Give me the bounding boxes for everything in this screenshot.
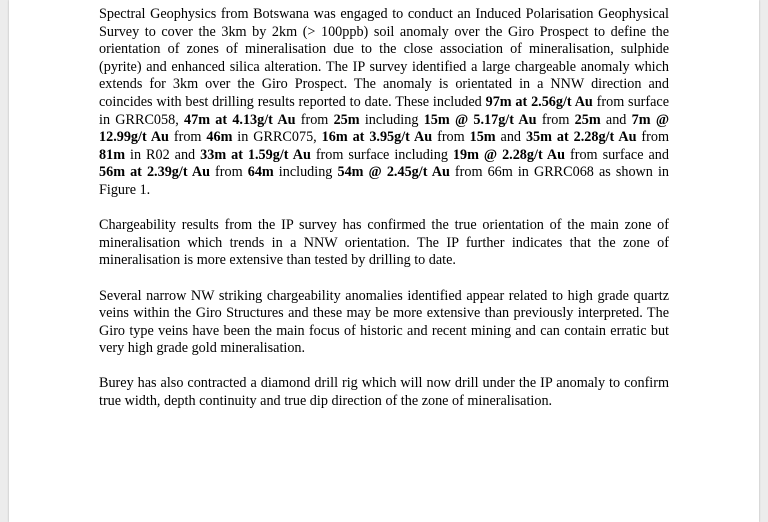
bold-result: 19m @ 2.28g/t Au [452, 146, 566, 163]
bold-result: 54m @ 2.45g/t Au [337, 164, 450, 181]
bold-result: 15m @ 5.17g/t Au [423, 111, 537, 128]
bold-result: 33m at 1.59g/t Au [200, 146, 311, 163]
text-run: including [273, 164, 338, 181]
bold-result: 15m [469, 129, 496, 146]
bold-result: 16m at 3.95g/t Au [321, 129, 433, 146]
text-run: from [168, 129, 207, 146]
paragraph-4 [99, 375, 669, 410]
text-run: from [209, 164, 248, 181]
text-run: Spectral Geophysics from Botswana was engaged to conduct an Induced Polarisation Geophysical Survey to cover the 3km by 2km (> 100ppb) soil anomaly over the Giro Prospect to define the orientation of zones of mineralisation due to the close association of mineralisation, sulphide (pyrite) and enhanced silica alteration. The IP survey identified a large chargeable anomaly which extends for 3km over the Giro Prospect. The anomaly is orientated in a NNW direction and coincides with best drilling results reported to date. These included [99, 6, 669, 110]
text-run: from 66m in GRRC068 as shown in Figure 1. [99, 164, 670, 198]
bold-result: 46m [206, 129, 233, 146]
bold-result: 97m at 2.56g/t Au [485, 93, 593, 110]
paragraph-1 [99, 6, 669, 200]
paragraph-2 [99, 217, 669, 270]
document-page [9, 0, 759, 522]
bold-result: 56m at 2.39g/t Au [99, 164, 210, 181]
bold-result: 64m [247, 164, 274, 181]
text-run: from [636, 129, 669, 146]
document-body [99, 6, 669, 428]
text-run: from surface including [310, 146, 453, 163]
text-run: in R02 and [125, 146, 201, 163]
bold-result: 47m at 4.13g/t Au [184, 111, 296, 128]
bold-result: 7m @ 12.99g/t Au [99, 111, 670, 146]
bold-result: 25m [574, 111, 601, 128]
paragraph-3 [99, 288, 669, 358]
text-run: Burey has also contracted a diamond drill rig which will now drill under the IP anomaly to confirm true width, depth continuity and true dip direction of the zone of mineralisation. [99, 375, 669, 410]
text-run: from surface and [565, 146, 669, 163]
bold-result: 35m at 2.28g/t Au [525, 129, 637, 146]
bold-result: 81m [99, 146, 126, 163]
text-run: from [295, 111, 334, 128]
text-run: from [536, 111, 575, 128]
text-run: in GRRC075, [232, 129, 322, 146]
text-run: from surface in GRRC058, [99, 93, 669, 128]
text-run: and [495, 129, 526, 146]
text-run: from [432, 129, 470, 146]
text-run: Chargeability results from the IP survey has confirmed the true orientation of the main zone of mineralisation which trends in a NNW orientation. The IP further indicates that the zone of mineralisation is more extensive than tested by drilling to date. [99, 217, 669, 269]
bold-result: 25m [333, 111, 360, 128]
text-run: and [600, 111, 632, 128]
text-run: including [359, 111, 424, 128]
text-run: Several narrow NW striking chargeability anomalies identified appear related to high grade quartz veins within the Giro Structures and these may be more extensive than previously interpreted. The Giro type veins have been the main focus of historic and recent mining and can contain erratic but very high grade gold mineralisation. [99, 287, 669, 357]
